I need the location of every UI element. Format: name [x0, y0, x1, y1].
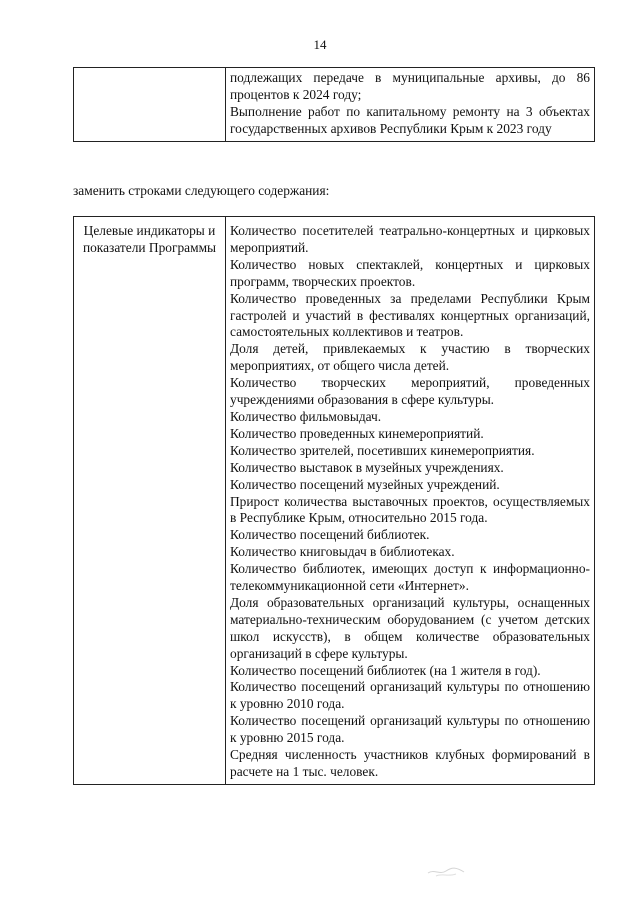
- table-text: подлежащих передаче в муниципальные архивы, до 86 процентов к 2024 году;: [230, 70, 590, 102]
- old-rows-table: [73, 67, 595, 142]
- indicator-item: Количество творческих мероприятий, проведенных учреждениями образования в сфере культуры.: [230, 375, 590, 408]
- indicator-item: Количество проведенных за пределами Республики Крым гастролей и участий в фестивалях концертных организаций, самостоятельных коллективов и театров.: [230, 290, 590, 340]
- table-cell-empty: [74, 68, 226, 142]
- indicator-item: Количество выставок в музейных учреждениях.: [230, 459, 504, 475]
- table-row: [74, 68, 595, 142]
- indicator-item: Количество посетителей театрально-концертных и цирковых мероприятий.: [230, 223, 590, 255]
- new-rows-table: [73, 216, 595, 785]
- page-number: 14: [313, 37, 327, 52]
- row-header-cell: [74, 217, 226, 785]
- indicator-item: Доля детей, привлекаемых к участию в творческих мероприятиях, от общего числа детей.: [230, 341, 590, 374]
- table-text: Выполнение работ по капитальному ремонту на 3 объектах государственных архивов Республики Крым к 2023 году: [230, 103, 590, 136]
- indicator-item: Количество посещений библиотек (на 1 жителя в год).: [230, 662, 541, 678]
- indicator-item: Количество книговыдач в библиотеках.: [230, 544, 455, 560]
- indicator-item: Количество посещений музейных учреждений.: [230, 476, 500, 492]
- table-row: [74, 217, 595, 785]
- indicator-item: Количество зрителей, посетивших кинемероприятия.: [230, 442, 535, 458]
- indicator-list-cell: [226, 217, 595, 785]
- table-cell: [226, 68, 595, 142]
- indicator-item: Количество библиотек, имеющих доступ к информационно-телекоммуникационной сети «Интернет».: [230, 561, 590, 594]
- indicator-item: Количество фильмовыдач.: [230, 408, 382, 424]
- indicator-item: Средняя численность участников клубных формирований в расчете на 1 тыс. человек.: [230, 747, 590, 779]
- indicator-item: Количество посещений библиотек.: [230, 527, 430, 543]
- faint-stamp-mark: [426, 863, 466, 879]
- indicator-item: Количество проведенных кинемероприятий.: [230, 425, 484, 441]
- row-header-label: Целевые индикаторы и показатели Программы: [82, 223, 217, 255]
- indicator-item: Доля образовательных организаций культуры, оснащенных материально-техническим оборудованием (с учетом детских школ искусств), в общем количестве образовательных организаций в сфере культуры.: [230, 594, 590, 661]
- replace-note: заменить строками следующего содержания:: [73, 183, 330, 198]
- indicator-item: Количество новых спектаклей, концертных и цирковых программ, творческих проектов.: [230, 256, 590, 289]
- indicator-item: Прирост количества выставочных проектов, осуществляемых в Республике Крым, относительно 2015 года.: [230, 493, 590, 526]
- indicator-item: Количество посещений организаций культуры по отношению к уровню 2010 года.: [230, 679, 590, 712]
- indicator-item: Количество посещений организаций культуры по отношению к уровню 2015 года.: [230, 713, 590, 746]
